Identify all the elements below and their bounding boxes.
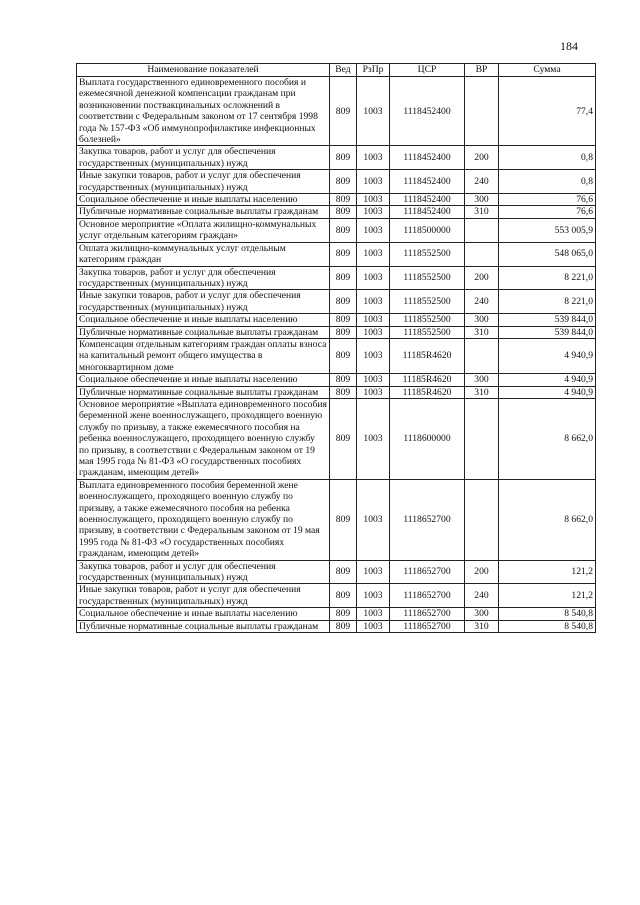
row-sum: 8 662,0 [499, 479, 596, 560]
row-vr: 300 [465, 314, 499, 326]
row-ved: 809 [330, 398, 357, 479]
row-csr: 1118452400 [390, 77, 465, 146]
row-vr: 240 [465, 584, 499, 608]
table-row [77, 194, 596, 206]
row-csr: 1118652700 [390, 584, 465, 608]
row-ved: 809 [330, 290, 357, 314]
row-rzpr: 1003 [357, 146, 390, 170]
row-ved: 809 [330, 194, 357, 206]
row-ved: 809 [330, 218, 357, 242]
table-header-row [77, 64, 596, 77]
header-csr: ЦСР [390, 64, 465, 77]
row-name: Закупка товаров, работ и услуг для обеспечения государственных (муниципальных) нужд [77, 560, 330, 584]
row-name: Публичные нормативные социальные выплаты гражданам [77, 386, 330, 398]
row-vr: 300 [465, 194, 499, 206]
row-name: Выплата государственного единовременного пособия и ежемесячной денежной компенсации гражданам при возникновении поствакцинальных осложнений в соответствии с Федеральным законом от 17 сентября 1998 года № 157-ФЗ «Об иммунопрофилактике инфекционных болезней» [77, 77, 330, 146]
header-sum: Сумма [499, 64, 596, 77]
row-ved: 809 [330, 479, 357, 560]
row-vr [465, 218, 499, 242]
row-rzpr: 1003 [357, 398, 390, 479]
row-rzpr: 1003 [357, 326, 390, 338]
row-sum: 8 662,0 [499, 398, 596, 479]
row-sum: 553 005,9 [499, 218, 596, 242]
row-name: Иные закупки товаров, работ и услуг для обеспечения государственных (муниципальных) нужд [77, 584, 330, 608]
table-row [77, 479, 596, 560]
row-sum: 8 221,0 [499, 266, 596, 290]
row-vr: 300 [465, 374, 499, 386]
row-rzpr: 1003 [357, 584, 390, 608]
row-name: Выплата единовременного пособия беременной жене военнослужащего, проходящего военную службу по призыву, а также ежемесячного пособия на ребенка военнослужащего, проходящего военную службу по призыву, в соответствии с Федеральным законом от 19 мая 1995 года № 81-ФЗ «О государственных пособиях гражданам, имеющим детей» [77, 479, 330, 560]
row-ved: 809 [330, 326, 357, 338]
table-row [77, 206, 596, 218]
row-sum: 121,2 [499, 584, 596, 608]
table-row [77, 584, 596, 608]
row-ved: 809 [330, 374, 357, 386]
row-rzpr: 1003 [357, 206, 390, 218]
header-vr: ВР [465, 64, 499, 77]
row-vr: 310 [465, 620, 499, 632]
row-vr [465, 398, 499, 479]
row-name: Социальное обеспечение и иные выплаты населению [77, 608, 330, 620]
row-rzpr: 1003 [357, 620, 390, 632]
row-name: Публичные нормативные социальные выплаты гражданам [77, 620, 330, 632]
row-csr: 11185R4620 [390, 338, 465, 373]
table-row [77, 560, 596, 584]
row-ved: 809 [330, 146, 357, 170]
row-name: Основное мероприятие «Оплата жилищно-коммунальных услуг отдельным категориям граждан» [77, 218, 330, 242]
row-ved: 809 [330, 338, 357, 373]
row-name: Основное мероприятие «Выплата единовременного пособия беременной жене военнослужащего, проходящего военную службу по призыву, а также ежемесячного пособия на ребенка военнослужащего, проходящего военную службу по призыву, в соответствии с Федеральным законом от 19 мая 1995 года № 81-ФЗ «О государственных пособиях гражданам, имеющим детей» [77, 398, 330, 479]
row-vr: 310 [465, 326, 499, 338]
row-vr: 200 [465, 560, 499, 584]
row-name: Закупка товаров, работ и услуг для обеспечения государственных (муниципальных) нужд [77, 266, 330, 290]
row-sum: 0,8 [499, 170, 596, 194]
table-row [77, 314, 596, 326]
row-ved: 809 [330, 386, 357, 398]
row-sum: 4 940,9 [499, 338, 596, 373]
row-ved: 809 [330, 608, 357, 620]
row-name: Оплата жилищно-коммунальных услуг отдельным категориям граждан [77, 242, 330, 266]
row-sum: 76,6 [499, 194, 596, 206]
row-vr: 240 [465, 290, 499, 314]
header-rzpr: РзПр [357, 64, 390, 77]
row-vr [465, 77, 499, 146]
row-sum: 121,2 [499, 560, 596, 584]
row-csr: 1118552500 [390, 242, 465, 266]
row-name: Публичные нормативные социальные выплаты гражданам [77, 326, 330, 338]
row-ved: 809 [330, 77, 357, 146]
row-name: Иные закупки товаров, работ и услуг для обеспечения государственных (муниципальных) нужд [77, 290, 330, 314]
table-row [77, 326, 596, 338]
row-csr: 1118452400 [390, 170, 465, 194]
row-sum: 0,8 [499, 146, 596, 170]
row-rzpr: 1003 [357, 560, 390, 584]
row-sum: 8 221,0 [499, 290, 596, 314]
row-vr: 300 [465, 608, 499, 620]
budget-table [76, 63, 596, 633]
row-name: Социальное обеспечение и иные выплаты населению [77, 374, 330, 386]
table-row [77, 218, 596, 242]
row-rzpr: 1003 [357, 77, 390, 146]
row-ved: 809 [330, 206, 357, 218]
row-name: Иные закупки товаров, работ и услуг для обеспечения государственных (муниципальных) нужд [77, 170, 330, 194]
row-ved: 809 [330, 314, 357, 326]
row-vr [465, 338, 499, 373]
row-name: Компенсация отдельным категориям граждан оплаты взноса на капитальный ремонт общего имущества в многоквартирном доме [77, 338, 330, 373]
row-csr: 1118652700 [390, 608, 465, 620]
row-rzpr: 1003 [357, 338, 390, 373]
row-sum: 8 540,8 [499, 608, 596, 620]
row-sum: 4 940,9 [499, 386, 596, 398]
table-row [77, 266, 596, 290]
row-name: Публичные нормативные социальные выплаты гражданам [77, 206, 330, 218]
row-csr: 1118552500 [390, 290, 465, 314]
row-csr: 1118600000 [390, 398, 465, 479]
row-csr: 1118552500 [390, 314, 465, 326]
row-ved: 809 [330, 584, 357, 608]
row-sum: 539 844,0 [499, 326, 596, 338]
row-sum: 548 065,0 [499, 242, 596, 266]
row-csr: 11185R4620 [390, 386, 465, 398]
header-name: Наименование показателей [77, 64, 330, 77]
table-row [77, 386, 596, 398]
table-row [77, 374, 596, 386]
row-vr: 310 [465, 386, 499, 398]
table-row [77, 398, 596, 479]
row-ved: 809 [330, 266, 357, 290]
table-row [77, 620, 596, 632]
table-row [77, 338, 596, 373]
row-csr: 1118452400 [390, 146, 465, 170]
row-name: Закупка товаров, работ и услуг для обеспечения государственных (муниципальных) нужд [77, 146, 330, 170]
row-ved: 809 [330, 560, 357, 584]
row-rzpr: 1003 [357, 266, 390, 290]
row-rzpr: 1003 [357, 314, 390, 326]
row-csr: 1118652700 [390, 479, 465, 560]
row-name: Социальное обеспечение и иные выплаты населению [77, 194, 330, 206]
page-number: 184 [560, 39, 578, 53]
row-ved: 809 [330, 242, 357, 266]
row-vr: 310 [465, 206, 499, 218]
row-csr: 1118652700 [390, 560, 465, 584]
row-rzpr: 1003 [357, 218, 390, 242]
row-csr: 1118652700 [390, 620, 465, 632]
row-sum: 4 940,9 [499, 374, 596, 386]
table-row [77, 242, 596, 266]
table-row [77, 290, 596, 314]
row-csr: 1118452400 [390, 206, 465, 218]
row-csr: 11185R4620 [390, 374, 465, 386]
row-vr: 200 [465, 146, 499, 170]
row-rzpr: 1003 [357, 194, 390, 206]
row-rzpr: 1003 [357, 290, 390, 314]
row-vr [465, 242, 499, 266]
row-rzpr: 1003 [357, 170, 390, 194]
table-row [77, 170, 596, 194]
row-vr [465, 479, 499, 560]
row-rzpr: 1003 [357, 608, 390, 620]
header-ved: Вед [330, 64, 357, 77]
row-vr: 200 [465, 266, 499, 290]
row-name: Социальное обеспечение и иные выплаты населению [77, 314, 330, 326]
row-rzpr: 1003 [357, 479, 390, 560]
row-ved: 809 [330, 170, 357, 194]
table-row [77, 146, 596, 170]
row-csr: 1118552500 [390, 326, 465, 338]
row-sum: 77,4 [499, 77, 596, 146]
row-csr: 1118500000 [390, 218, 465, 242]
table-row [77, 77, 596, 146]
row-sum: 76,6 [499, 206, 596, 218]
row-rzpr: 1003 [357, 242, 390, 266]
row-csr: 1118552500 [390, 266, 465, 290]
row-sum: 539 844,0 [499, 314, 596, 326]
row-rzpr: 1003 [357, 374, 390, 386]
table-row [77, 608, 596, 620]
row-csr: 1118452400 [390, 194, 465, 206]
row-vr: 240 [465, 170, 499, 194]
row-sum: 8 540,8 [499, 620, 596, 632]
row-ved: 809 [330, 620, 357, 632]
row-rzpr: 1003 [357, 386, 390, 398]
